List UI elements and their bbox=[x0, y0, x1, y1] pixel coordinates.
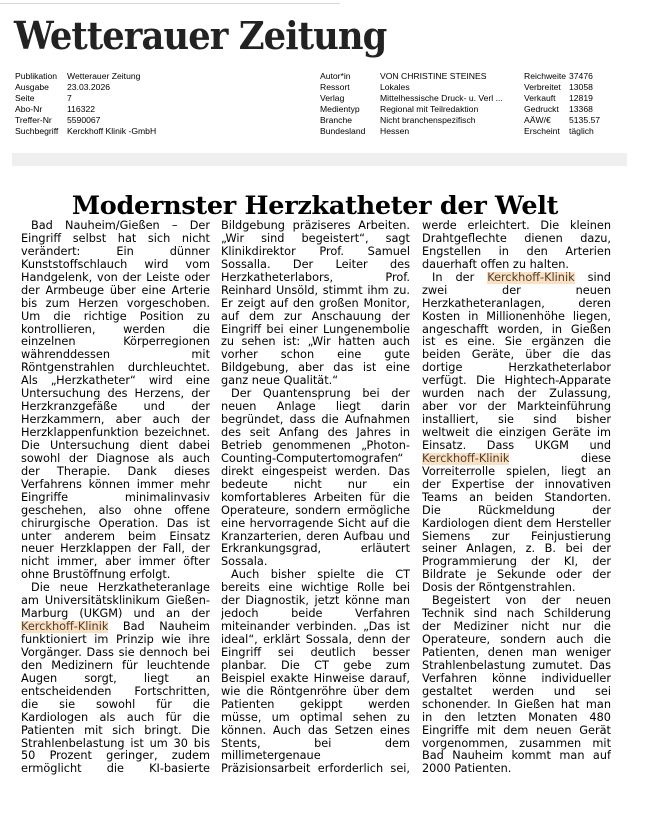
meta-label: Erscheint bbox=[524, 126, 560, 137]
article-line: vorgenommen, zusammen mit bbox=[422, 737, 611, 750]
article-line: Eingriff bei einer Lungenembolie bbox=[221, 323, 410, 336]
article-line: werde erleichtert. Die kleinen bbox=[422, 220, 611, 232]
meta-value: Regional mit Teilredaktion bbox=[380, 104, 479, 115]
article-line: ganz neue Qualität.“ bbox=[221, 375, 339, 388]
meta-value: täglich bbox=[569, 126, 594, 137]
article-line: entscheidenden Fortschritten, bbox=[21, 685, 210, 698]
article-line: Die Untersuchung dient dabei bbox=[21, 439, 210, 452]
article-column-1 bbox=[21, 220, 210, 776]
meta-label: AÄW/€ bbox=[524, 115, 551, 126]
meta-value: Kerckhoff Klinik -GmbH bbox=[67, 126, 157, 137]
meta-row bbox=[320, 93, 503, 104]
article-line: Kerckhoff-Klinik Bad Nauheim bbox=[21, 621, 210, 634]
article-line: Teams an beiden Standorten. bbox=[422, 491, 611, 504]
search-highlight: Kerckhoff-Klinik bbox=[422, 452, 510, 465]
article-line: zu sehen ist: „Wir hatten auch bbox=[221, 336, 410, 349]
article-line: Der Quantensprung bei der bbox=[231, 388, 410, 401]
meta-block-author bbox=[320, 71, 503, 138]
article-line: aber vor der Markteinführung bbox=[422, 401, 611, 414]
article-line: nicht immer, aber immer öfter bbox=[21, 556, 210, 569]
article-line: einzelnen Körperregionen bbox=[21, 336, 210, 349]
article-line: Röntgenstrahlen durchleuchtet. bbox=[21, 362, 210, 375]
article-line: sowohl der Diagnose als auch bbox=[21, 452, 210, 465]
meta-row bbox=[524, 115, 600, 126]
article-line: ideal“, erklärt Sossala, denn der bbox=[221, 634, 410, 646]
article-column-3 bbox=[422, 220, 611, 776]
article-line: Erkrankungsgrad, erläutert bbox=[221, 543, 410, 556]
article-line: in den letzten Monaten 480 bbox=[422, 711, 611, 724]
meta-value: 12819 bbox=[569, 93, 593, 104]
article-line: Bad Nauheim/Gießen – Der bbox=[31, 220, 210, 232]
meta-block-stats bbox=[524, 71, 600, 138]
article-line: Marburg (UKGM) und an der bbox=[21, 608, 210, 621]
article-line: Eingriffe minimalinvasiv bbox=[21, 491, 210, 504]
article-line: Handgelenk, von der Leiste oder bbox=[21, 271, 210, 284]
article-line: direkt eingespeist werden. Das bbox=[221, 465, 410, 478]
article-line: neuer Herzklappen der Fall, der bbox=[21, 543, 210, 556]
article-line: Begeistert von der neuen bbox=[432, 595, 611, 608]
newspaper-masthead: Wetterauer Zeitung bbox=[14, 13, 387, 58]
article-line: ermöglicht die KI-basierte bbox=[21, 763, 210, 776]
article-headline: Modernster Herzkatheter der Welt bbox=[71, 191, 559, 221]
article-line: gestaltet werden und sei bbox=[422, 685, 611, 698]
meta-label: Treffer-Nr bbox=[15, 115, 52, 126]
meta-row bbox=[320, 82, 503, 93]
meta-value: 13058 bbox=[569, 82, 593, 93]
article-line: unter anderem beim Einsatz bbox=[21, 530, 210, 543]
article-line: Dosis der Röntgenstrahlen. bbox=[422, 582, 576, 595]
article-line: ohne Brustöffnung erfolgt. bbox=[21, 569, 171, 582]
article-line: Herzkatheteranlagen, deren bbox=[422, 297, 611, 310]
meta-label: Suchbegriff bbox=[15, 126, 59, 137]
article-line: weltweit die einzigen Geräte im bbox=[422, 427, 611, 439]
article-line: wurden nach der Zulassung, bbox=[422, 388, 611, 401]
article-line: bedeute nicht nur ein bbox=[221, 478, 410, 491]
article-line: funktioniert im Prinzip wie ihre bbox=[21, 634, 210, 646]
meta-label: Bundesland bbox=[320, 126, 366, 137]
article-line: „Wir sind begeistert“, sagt bbox=[221, 232, 410, 245]
meta-row bbox=[15, 126, 156, 137]
article-line: dortige Herzkatheterlabor bbox=[422, 362, 611, 375]
article-line: neuen Anlage liegt darin bbox=[221, 401, 410, 414]
article-line: Eingriffe mit dem neuen Gerät bbox=[422, 724, 611, 737]
article-line: begründet, dass die Aufnahmen bbox=[221, 414, 410, 427]
article-line: Strahlenbelastung ist um 30 bis bbox=[21, 737, 210, 750]
article-line: ist es eine. Sie ergänzen die bbox=[422, 336, 611, 349]
article-line: Betrieb genommenen „Photon- bbox=[221, 439, 410, 452]
article-line: Reinhard Unsöld, stimmt ihm zu. bbox=[221, 284, 410, 297]
meta-label: Ressort bbox=[320, 82, 350, 93]
article-line: Vorreiterrolle spielen, liegt an bbox=[422, 465, 611, 478]
search-highlight: Kerckhoff-Klinik bbox=[487, 271, 575, 284]
meta-row bbox=[15, 71, 156, 82]
meta-row bbox=[15, 104, 156, 115]
article-line: Patienten mit sich bringt. Die bbox=[21, 724, 210, 737]
article-line: der Therapie. Dank dieses bbox=[21, 465, 210, 478]
article-line: müsse, um optimal sehen zu bbox=[221, 711, 410, 724]
article-line: können. Auch das Setzen eines bbox=[221, 724, 410, 737]
meta-label: Seite bbox=[15, 93, 35, 104]
article-line: Um die richtige Position zu bbox=[21, 310, 210, 323]
article-line: Sossala. bbox=[221, 556, 268, 569]
article-line: komfortableres Arbeiten für die bbox=[221, 491, 410, 504]
meta-label: Gedruckt bbox=[524, 104, 559, 115]
article-line: verändert: Ein dünner bbox=[21, 245, 210, 258]
meta-label: Branche bbox=[320, 115, 353, 126]
article-line: Kardiologen als auch für die bbox=[21, 711, 210, 724]
meta-label: Publikation bbox=[15, 71, 58, 81]
article-line: bis zum Herzen vorgeschoben. bbox=[21, 297, 210, 310]
article-line: Untersuchung des Herzens, der bbox=[21, 388, 210, 401]
article-line: Die neue Herzkatheteranlage bbox=[31, 582, 210, 595]
article-line: angeschafft worden, in Gießen bbox=[422, 323, 611, 336]
meta-value: Mittelhessische Druck- u. Verl ... bbox=[380, 93, 503, 104]
article-line: Kranzarterien, deren Aufbau und bbox=[221, 530, 410, 543]
article-column-2 bbox=[221, 220, 410, 776]
article-line: millimetergenaue bbox=[221, 750, 321, 763]
article-line: Herzkatheterlabors, Prof. bbox=[221, 271, 410, 284]
meta-value: 116322 bbox=[67, 104, 96, 115]
search-highlight: Kerckhoff-Klinik bbox=[21, 621, 109, 634]
article-line: zwei der neuen bbox=[422, 284, 611, 297]
article-line: Operateure, sondern auch die bbox=[422, 634, 611, 646]
article-line: Strahlenbelastung zumutet. Das bbox=[422, 659, 611, 672]
meta-label: Reichweite bbox=[524, 71, 567, 81]
article-line: In der Kerckhoff-Klinik sind bbox=[432, 271, 611, 284]
article-line: Bildgebung, aber das ist eine bbox=[221, 362, 410, 375]
article-line: den Medizinern für leuchtende bbox=[21, 659, 210, 672]
meta-label: Abo-Nr bbox=[15, 104, 43, 115]
article-line: installiert, sie sind bisher bbox=[422, 414, 611, 427]
article-line: Herzkammern, aber auch der bbox=[21, 414, 210, 427]
article-line: kontrollieren, werden die bbox=[21, 323, 210, 336]
article-line: Klinikdirektor Prof. Samuel bbox=[221, 245, 410, 258]
article-line: Eingriff sei deutlich besser bbox=[221, 646, 410, 659]
meta-row bbox=[524, 126, 600, 137]
meta-label: Verbreitet bbox=[524, 82, 561, 93]
article-line: Einsatz. Dass UKGM und bbox=[422, 439, 611, 452]
meta-row bbox=[320, 126, 503, 137]
article-line: geschehen, also ohne offene bbox=[21, 504, 210, 517]
meta-value: Lokales bbox=[380, 82, 410, 93]
meta-row bbox=[320, 71, 503, 82]
article-line: Verfahrens können immer mehr bbox=[21, 478, 210, 491]
meta-row bbox=[320, 115, 503, 126]
article-line: Vorgänger. Dass sie dennoch bei bbox=[21, 646, 210, 659]
article-line: Präzisionsarbeit erforderlich sei, bbox=[221, 763, 410, 776]
meta-value: Hessen bbox=[380, 126, 410, 137]
meta-row bbox=[15, 115, 156, 126]
article-line: schonender. In Gießen hat man bbox=[422, 698, 611, 711]
article-line: dauerhaft offen zu halten. bbox=[422, 258, 569, 271]
article-line: Als „Herzkatheter“ wird eine bbox=[21, 375, 210, 388]
article-line: Kerckhoff-Klinik diese bbox=[422, 452, 611, 465]
article-line: des seit Anfang des Jahres in bbox=[221, 427, 410, 439]
article-line: vorher schon eine gute bbox=[221, 349, 410, 362]
meta-row bbox=[524, 82, 600, 93]
meta-value: 13368 bbox=[569, 104, 593, 115]
article-line: 2000 Patienten. bbox=[422, 763, 512, 776]
article-line: der Expertise der innovativen bbox=[422, 478, 611, 491]
meta-value: VON CHRISTINE STEINES bbox=[380, 71, 487, 81]
article-line: Bildrate je Sekunde oder der bbox=[422, 569, 611, 582]
meta-row bbox=[524, 104, 600, 115]
article-line: miteinander verbinden. „Das ist bbox=[221, 621, 410, 634]
article-line: Kardiologen dient dem Hersteller bbox=[422, 517, 611, 530]
article-line: Kosten in Millionenhöhe liegen, bbox=[422, 310, 611, 323]
meta-value: 7 bbox=[67, 93, 72, 104]
article-line: Technik sind nach Schilderung bbox=[422, 608, 611, 621]
article-line: Auch bisher spielte die CT bbox=[231, 569, 410, 582]
article-line: Herzklappenfunktion bezeichnet. bbox=[21, 427, 210, 439]
meta-row bbox=[524, 93, 600, 104]
article-line: am Universitätsklinikum Gießen- bbox=[21, 595, 210, 608]
article-line: währenddessen mit bbox=[21, 349, 210, 362]
top-divider bbox=[0, 3, 340, 4]
article-line: der Armbeuge über eine Arterie bbox=[21, 284, 210, 297]
article-line: der Mediziner nicht nur die bbox=[422, 621, 611, 634]
article-line: die sie sowohl für die bbox=[21, 698, 210, 711]
meta-value: Wetterauer Zeitung bbox=[67, 71, 141, 81]
meta-row bbox=[15, 82, 156, 93]
article-line: Kunststoffschlauch wird vom bbox=[21, 258, 210, 271]
meta-value: Nicht branchenspezifisch bbox=[380, 115, 476, 126]
article-line: Stents, bei dem bbox=[221, 737, 410, 750]
meta-label: Verlag bbox=[320, 93, 345, 104]
meta-block-publication bbox=[15, 71, 156, 138]
meta-label: Ausgabe bbox=[15, 82, 49, 93]
meta-value: 23.03.2026 bbox=[67, 82, 111, 93]
article-line: 50 Prozent geringer, zudem bbox=[21, 750, 210, 763]
article-line: Er zeigt auf den großen Monitor, bbox=[221, 297, 410, 310]
article-line: verfügt. Die Hightech-Apparate bbox=[422, 375, 611, 388]
article-line: eine hervorragende Sicht auf die bbox=[221, 517, 410, 530]
article-line: chirurgische Operation. Das ist bbox=[21, 517, 210, 530]
separator-bar bbox=[12, 153, 627, 166]
article-line: beiden Geräte, über die das bbox=[422, 349, 611, 362]
article-line: wie die Röntgenröhre über dem bbox=[221, 685, 410, 698]
article-line: der Diagnostik, jetzt könne man bbox=[221, 595, 410, 608]
article-line: Die Rückmeldung der bbox=[422, 504, 611, 517]
article-line: bereits eine wichtige Rolle bei bbox=[221, 582, 410, 595]
article-line: Programmierung der KI, der bbox=[422, 556, 611, 569]
meta-value: 5135.57 bbox=[569, 115, 601, 126]
article-line: Operateure, sondern ermögliche bbox=[221, 504, 410, 517]
article-line: Patienten gekippt werden bbox=[221, 698, 410, 711]
article-line: seiner Anlagen, z. B. bei der bbox=[422, 543, 611, 556]
meta-row bbox=[320, 104, 503, 115]
meta-row bbox=[15, 93, 156, 104]
article-line: Patienten, denen man weniger bbox=[422, 646, 611, 659]
meta-label: Medientyp bbox=[320, 104, 360, 115]
meta-value: 5590067 bbox=[67, 115, 101, 126]
article-line: Counting-Computertomografen“ bbox=[221, 452, 404, 465]
article-line: Drahtgeflechte dienen dazu, bbox=[422, 232, 611, 245]
article-line: Verfahren könne individueller bbox=[422, 672, 611, 685]
meta-row bbox=[524, 71, 600, 82]
article-line: auf dem zur Anschauung der bbox=[221, 310, 410, 323]
article-line: jedoch beide Verfahren bbox=[221, 608, 410, 621]
article-line: Eingriff selbst hat sich nicht bbox=[21, 232, 210, 245]
article-line: Sossalla. Der Leiter des bbox=[221, 258, 410, 271]
meta-label: Verkauft bbox=[524, 93, 556, 104]
article-line: Bildgebung präziseres Arbeiten. bbox=[221, 220, 410, 232]
article-line: Augen sorgt, liegt an bbox=[21, 672, 210, 685]
article-line: Siemens zur Feinjustierung bbox=[422, 530, 611, 543]
article-line: Beispiel exakte Hinweise darauf, bbox=[221, 672, 410, 685]
meta-value: 37476 bbox=[569, 71, 593, 81]
article-line: planbar. Die CT gebe zum bbox=[221, 659, 410, 672]
article-line: Bad Nauheim kommt man auf bbox=[422, 750, 611, 763]
article-line: Engstellen in den Arterien bbox=[422, 245, 611, 258]
meta-label: Autor*in bbox=[320, 71, 351, 81]
article-line: Herzkranzgefäße und der bbox=[21, 401, 210, 414]
